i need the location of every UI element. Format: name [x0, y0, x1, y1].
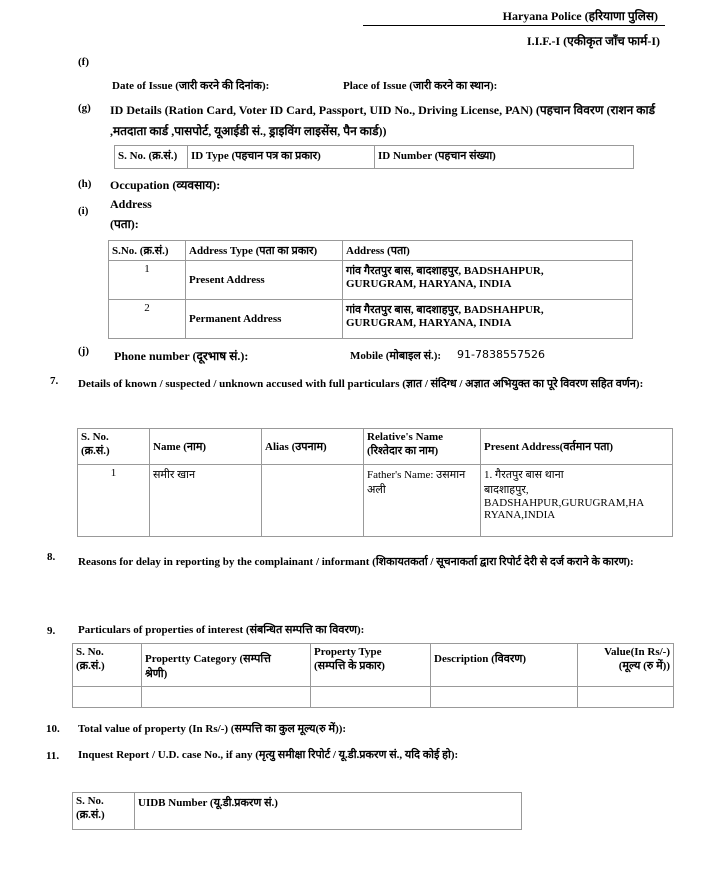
acc-relative-l1: Father's Name: उसमान [367, 469, 466, 481]
acc-col-address: Present Address(वर्तमान पता) [481, 429, 673, 465]
section-8-num: 8. [47, 551, 56, 563]
acc-col-name: Name (नाम) [150, 429, 262, 465]
prop-cell [578, 687, 674, 708]
addr-col-address: Address (पता) [343, 241, 633, 261]
marker-f: (f) [78, 56, 89, 68]
address-header-row [109, 241, 633, 261]
address-table [108, 240, 633, 339]
prop-col-description: Description (विवरण) [431, 644, 578, 687]
section-11-text: Inquest Report / U.D. case No., if any (मृत्यु समीक्षा रिपोर्ट / यू.डी.प्रकरण सं., यदि कोई हो): [78, 749, 459, 761]
prop-col-value [578, 644, 674, 687]
property-table [72, 643, 674, 708]
table-row [73, 687, 674, 708]
table-row [109, 261, 633, 300]
acc-col-sno [78, 429, 150, 465]
acc-relative-l2: अली [367, 484, 386, 496]
prop-col-value-en: Value(In Rs/-) [604, 646, 670, 658]
addr-type: Present Address [186, 261, 343, 300]
address-title: Address [110, 197, 152, 211]
acc-col-relative-hi: (रिश्तेदार का नाम) [367, 445, 439, 457]
addr-value [343, 300, 633, 339]
section-10-text: Total value of property (In Rs/-) (सम्पत्ति का कुल मूल्य(रु में)): [78, 723, 347, 735]
accused-table [77, 428, 673, 537]
mobile-label: Mobile (मोबाइल सं.): [350, 350, 442, 362]
occupation-label: Occupation (व्यवसाय): [110, 178, 221, 192]
section-9-text: Particulars of properties of interest (संबन्धित सम्पत्ति का विवरण): [78, 624, 365, 636]
inq-col-uidb: UIDB Number (यू.डी.प्रकरण सं.) [135, 793, 522, 830]
acc-address-l3: BADSHAHPUR,GURUGRAM,HA [484, 497, 645, 509]
header-form: I.I.F.-I (एकीकृत जाँच फार्म-I) [526, 34, 660, 48]
acc-name: समीर खान [150, 465, 262, 537]
inq-col-sno-hi: (क्र.सं.) [76, 809, 105, 821]
acc-address-l2: बादशाहपुर, [484, 484, 529, 496]
prop-col-sno-en: S. No. [76, 646, 104, 658]
marker-h: (h) [78, 178, 92, 190]
addr-line1: गांव गैरतपुर बास, बादशाहपुर, BADSHAHPUR, [346, 265, 544, 277]
prop-col-type [311, 644, 431, 687]
prop-col-sno [73, 644, 142, 687]
acc-sno: 1 [78, 465, 150, 537]
marker-j: (j) [78, 345, 89, 357]
marker-g: (g) [78, 102, 91, 114]
prop-col-category [142, 644, 311, 687]
addr-type: Permanent Address [186, 300, 343, 339]
address-title-hi: (पता): [110, 217, 139, 231]
acc-col-alias: Alias (उपनाम) [262, 429, 364, 465]
section-7-num: 7. [50, 375, 59, 387]
addr-value [343, 261, 633, 300]
property-header-row [73, 644, 674, 687]
section-7-text: Details of known / suspected / unknown accused with full particulars (ज्ञात / संदिग्ध / अज्ञात अभियुक्त का पूरे विवरण सहित वर्णन): [78, 378, 644, 390]
id-col-number: ID Number (पहचान संख्या) [375, 146, 634, 169]
acc-col-sno-en: S. No. [81, 431, 109, 443]
inq-col-sno [73, 793, 135, 830]
prop-col-type-en: Property Type [314, 646, 382, 658]
header-police: Haryana Police (हरियाणा पुलिस) [502, 9, 658, 23]
section-11-num: 11. [46, 750, 60, 762]
marker-i: (i) [78, 205, 89, 217]
addr-sno: 2 [109, 300, 186, 339]
addr-col-type: Address Type (पता का प्रकार) [186, 241, 343, 261]
addr-line2: GURUGRAM, HARYANA, INDIA [346, 317, 512, 329]
inquest-header-row [73, 793, 522, 830]
acc-relative [364, 465, 481, 537]
acc-address-l1: 1. गैरतपुर बास थाना [484, 469, 564, 481]
acc-alias [262, 465, 364, 537]
prop-cell [311, 687, 431, 708]
section-9-num: 9. [47, 625, 56, 637]
acc-col-sno-hi: (क्र.सं.) [81, 445, 110, 457]
acc-col-relative [364, 429, 481, 465]
section-8-text: Reasons for delay in reporting by the complainant / informant (शिकायतकर्ता / सूचनाकर्ता द्वारा रिपोर्ट देरी से दर्ज कराने के कारण): [78, 556, 634, 568]
table-row [109, 300, 633, 339]
header-divider [363, 25, 665, 26]
prop-cell [142, 687, 311, 708]
table-row [78, 465, 673, 537]
id-details-table [114, 145, 634, 169]
place-of-issue-label: Place of Issue (जारी करने का स्थान): [343, 80, 498, 92]
date-of-issue-label: Date of Issue (जारी करने की दिनांक): [112, 80, 270, 92]
prop-col-sno-hi: (क्र.सं.) [76, 660, 105, 672]
prop-col-category-l1: Propertty Category (सम्पत्ति [145, 653, 271, 665]
addr-col-sno: S.No. (क्र.सं.) [109, 241, 186, 261]
section-10-num: 10. [46, 723, 60, 735]
inq-col-sno-en: S. No. [76, 795, 104, 807]
accused-header-row [78, 429, 673, 465]
prop-cell [73, 687, 142, 708]
addr-sno: 1 [109, 261, 186, 300]
addr-line2: GURUGRAM, HARYANA, INDIA [346, 278, 512, 290]
inquest-table [72, 792, 522, 830]
id-col-type: ID Type (पहचान पत्र का प्रकार) [188, 146, 375, 169]
prop-col-category-l2: श्रेणी) [145, 668, 168, 680]
prop-col-type-hi: (सम्पत्ति के प्रकार) [314, 660, 385, 672]
id-col-sno: S. No. (क्र.सं.) [115, 146, 188, 169]
acc-col-relative-en: Relative's Name [367, 431, 444, 443]
id-details-text: ID Details (Ration Card, Voter ID Card, Passport, UID No., Driving License, PAN) (पहचान विवरण (राशन कार्ड ,मतदाता कार्ड ,पासपोर्ट, यूआईडी सं., ड्राइविंग लाइसेंस, पैन कार्ड)) [110, 103, 656, 138]
prop-cell [431, 687, 578, 708]
phone-label: Phone number (दूरभाष सं.): [114, 349, 249, 363]
prop-col-value-hi: (मूल्य (रु में)) [618, 660, 670, 672]
addr-line1: गांव गैरतपुर बास, बादशाहपुर, BADSHAHPUR, [346, 304, 544, 316]
acc-address-l4: RYANA,INDIA [484, 509, 556, 521]
acc-address [481, 465, 673, 537]
mobile-value: 91-7838557526 [457, 348, 545, 361]
